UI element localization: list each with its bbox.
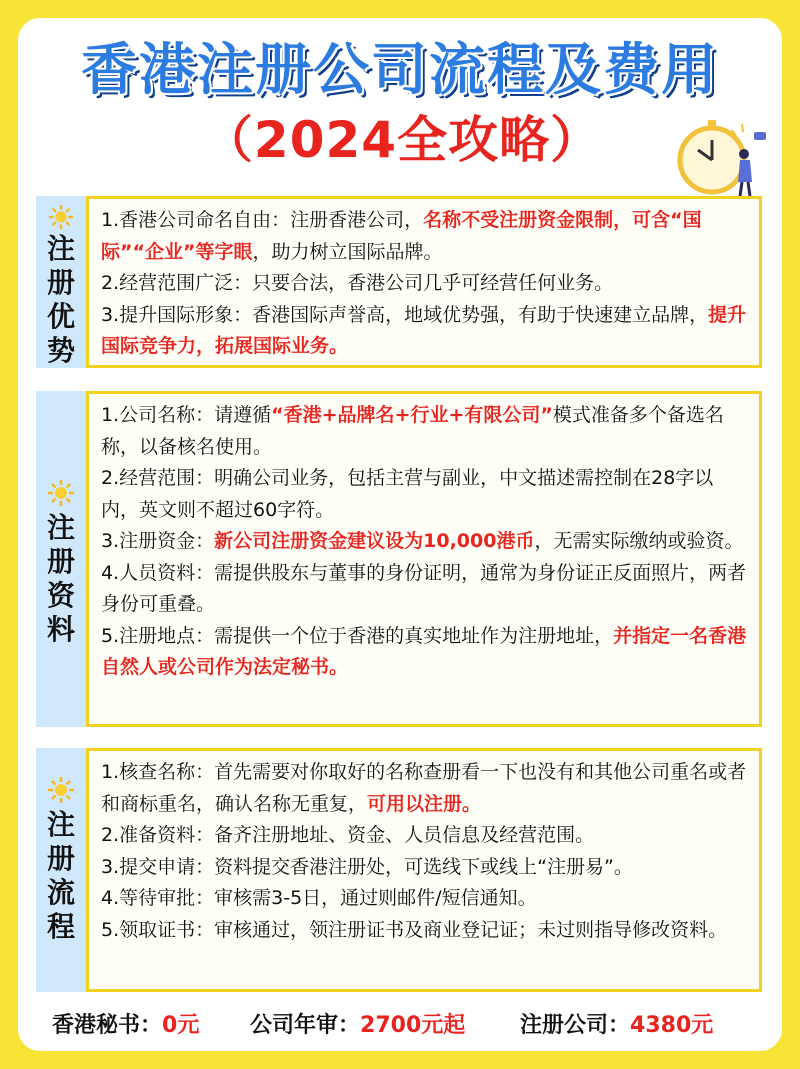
page-title: 香港注册公司流程及费用 [81,38,719,103]
list-item: 3.注册资金：新公司注册资金建议设为10,000港币，无需实际缴纳或验资。 [101,530,744,552]
sun-icon [47,479,75,507]
section-tab [36,391,86,727]
price-item [250,1008,465,1039]
list-item: 3.提交申请：资料提交香港注册处，可选线下或线上“注册易”。 [101,855,633,878]
list-item: 5.注册地点：需提供一个位于香港的真实地址作为注册地址，并指定一名香港自然人或公司作为法定秘书。 [101,624,747,678]
list-item: 5.领取证书：审核通过，领注册证书及商业登记证；未过则指导修改资料。 [101,918,728,941]
list-item: 2.经营范围广泛：只要合法，香港公司几乎可经营任何业务。 [101,272,614,294]
section-body [86,748,762,992]
section-tab-label: 注册流程 [46,808,75,943]
section-body [86,196,762,368]
clock-illustration [672,110,772,200]
list-item: 1.香港公司命名自由：注册香港公司，名称不受注册资金限制，可含“国际”“企业”等字眼，助力树立国际品牌。 [101,209,702,263]
price-item [520,1008,713,1039]
list-item: 1.公司名称：请遵循“香港+品牌名+行业+有限公司”模式准备多个备选名称，以备核名使用。 [101,404,724,458]
list-item: 2.准备资料：备齐注册地址、资金、人员信息及经营范围。 [101,824,595,846]
price-item [52,1008,199,1039]
price-value: 4380元 [630,1013,714,1038]
list-item: 1.核查名称：首先需要对你取好的名称查册看一下也没有和其他公司重名或者和商标重名，确认名称无重复，可用以注册。 [101,761,747,815]
price-value: 0元 [162,1013,200,1038]
section-tab [36,748,86,992]
section-advantages [36,196,762,368]
section-tab-label: 注册优势 [46,232,75,367]
sun-icon [47,204,75,230]
section-tab [36,196,86,368]
list-item: 2.经营范围：明确公司业务，包括主营与副业，中文描述需控制在28字以内，英文则不超过60字符。 [101,467,714,521]
section-tab-label: 注册资料 [46,511,75,646]
list-item: 3.提升国际形象：香港国际声誉高，地域优势强，有助于快速建立品牌，提升国际竞争力，拓展国际业务。 [101,303,747,357]
price-label: 注册公司： [520,1013,631,1038]
page-subtitle: （2024全攻略） [202,111,602,169]
list-item: 4.等待审批：审核需3-5日，通过则邮件/短信通知。 [101,887,537,909]
section-body [86,391,762,727]
section-process [36,748,762,992]
price-value: 2700元起 [360,1013,466,1038]
list-item: 4.人员资料：需提供股东与董事的身份证明，通常为身份证正反面照片，两者身份可重叠。 [101,561,747,615]
price-label: 香港秘书： [52,1013,163,1038]
price-label: 公司年审： [250,1013,361,1038]
sun-icon [47,776,75,804]
section-materials [36,391,762,727]
